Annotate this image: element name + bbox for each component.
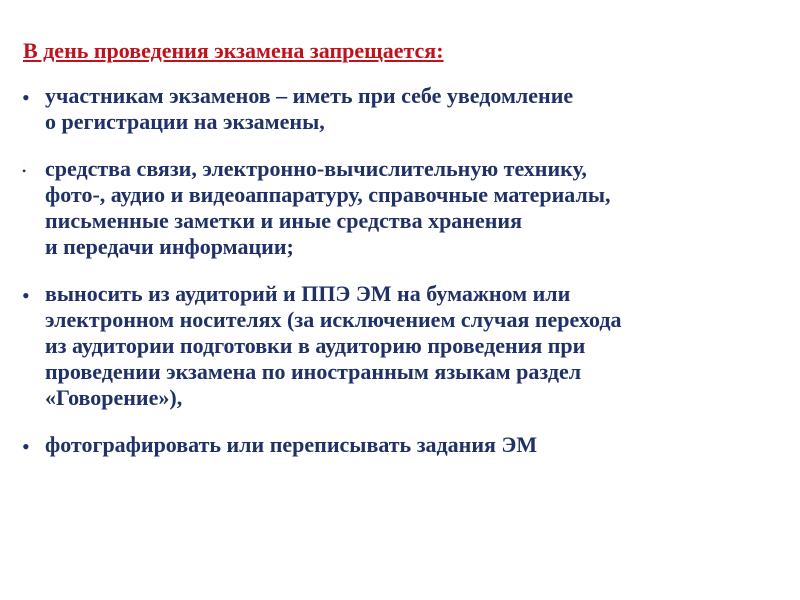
- list-item-text: выносить из аудиторий и ППЭ ЭМ на бумажном или электронном носителях (за исключением случая перехода из аудитории подготовки в аудиторию проведения при проведении экзамена по иностранным языкам раздел «Говорение»),: [45, 281, 622, 410]
- list-item-text: фотографировать или переписывать задания ЭМ: [45, 432, 538, 457]
- bullet-icon: •: [22, 283, 30, 308]
- list-item-text: участникам экзаменов – иметь при себе уведомление о регистрации на экзамены,: [45, 83, 574, 134]
- bullet-icon: •: [22, 85, 30, 110]
- list-item-text: средства связи, электронно-вычислительную технику, фото-, аудио и видеоаппаратуру, справочные материалы, письменные заметки и иные средства хранения и передачи информации;: [45, 156, 611, 259]
- bullet-icon: •: [22, 434, 30, 459]
- bullet-icon: •: [22, 164, 27, 178]
- slide-heading: В день проведения экзамена запрещается:: [23, 38, 444, 63]
